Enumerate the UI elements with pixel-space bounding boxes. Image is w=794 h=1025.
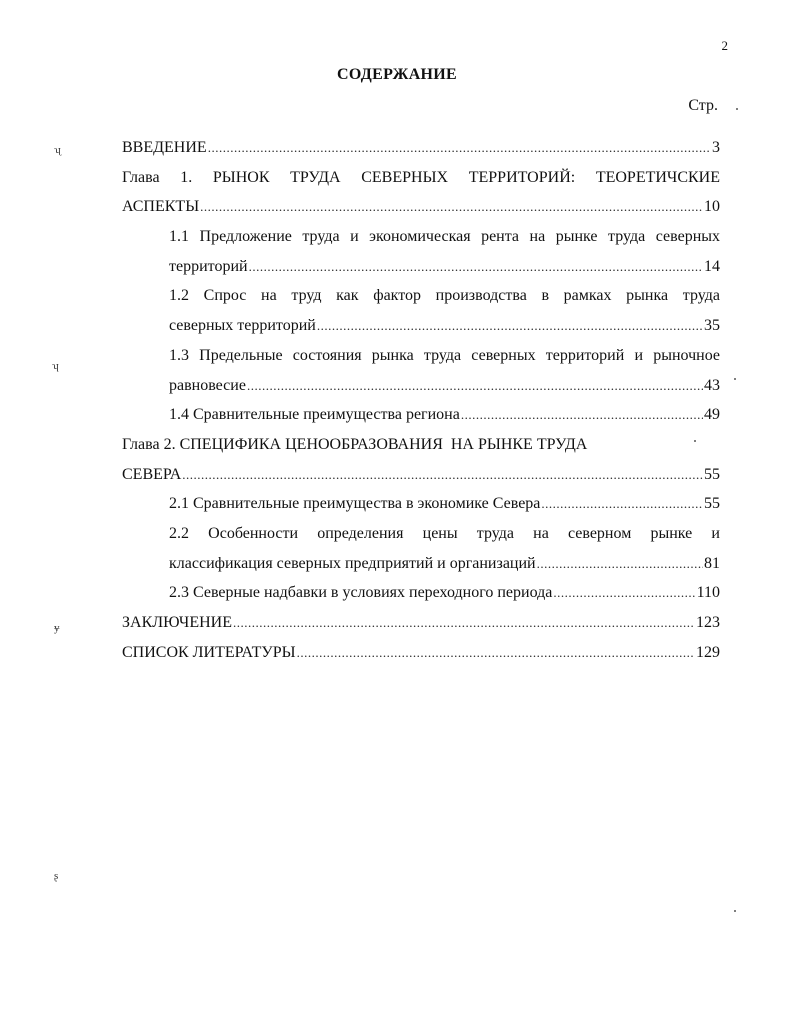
toc-entry-chapter-2[interactable] (122, 430, 720, 489)
toc-entry-introduction[interactable] (122, 133, 720, 163)
dot-leader (233, 608, 695, 638)
toc-entry-page: 35 (704, 317, 720, 335)
toc-entry-page: 55 (704, 495, 720, 513)
dot-leader (208, 133, 711, 163)
dot-leader (537, 549, 703, 579)
toc-entry-page: 123 (696, 614, 720, 631)
dot-leader (249, 252, 703, 282)
toc-entry-title: ВВЕДЕНИЕ (122, 139, 207, 156)
dot-leader (461, 400, 703, 430)
toc-entry-title: 1.1 Предложение труда и экономическая рента на рынке труда северных (169, 228, 720, 246)
scan-speck: ɏ (54, 622, 60, 634)
toc-entry-section-1-4[interactable] (169, 400, 720, 430)
dot-leader (553, 578, 695, 608)
toc-entry-page: 81 (704, 554, 720, 572)
toc-entry-title: 1.2 Спрос на труд как фактор производства в рамках рынка труда (169, 287, 720, 305)
toc-entry-title: 1.3 Предельные состояния рынка труда северных территорий и рыночное (169, 346, 720, 364)
dot-leader (317, 311, 703, 341)
toc-entry-section-1-2[interactable] (169, 281, 720, 340)
toc-entry-title: ЗАКЛЮЧЕНИЕ (122, 614, 232, 631)
toc-entry-section-2-2[interactable] (169, 519, 720, 578)
scan-dot (736, 108, 738, 110)
toc-entry-section-2-3[interactable] (169, 578, 720, 608)
toc-entry-title: Глава 2. СПЕЦИФИКА ЦЕНООБРАЗОВАНИЯ НА РЫНКЕ ТРУДА (122, 435, 588, 453)
dot-leader (297, 638, 695, 668)
dot-leader (182, 460, 703, 490)
toc-entry-page: 14 (704, 257, 720, 275)
scan-speck: ʂ (54, 870, 59, 882)
scan-dot (734, 378, 736, 380)
toc-entry-chapter-1[interactable] (122, 163, 720, 222)
toc-entry-title-continued: АСПЕКТЫ (122, 198, 200, 216)
toc-entry-section-2-1[interactable] (169, 489, 720, 519)
table-of-contents (122, 133, 720, 667)
toc-entry-bibliography[interactable] (122, 638, 720, 668)
dot-leader (541, 489, 703, 519)
toc-entry-title: 2.3 Северные надбавки в условиях переходного периода (169, 584, 553, 602)
toc-entry-title: СПИСОК ЛИТЕРАТУРЫ (122, 643, 296, 661)
toc-entry-title: 2.2 Особенности определения цены труда на северном рынке и (169, 524, 720, 542)
scan-dot (694, 440, 696, 442)
toc-entry-section-1-1[interactable] (169, 222, 720, 281)
toc-entry-title: Глава 1. РЫНОК ТРУДА СЕВЕРНЫХ ТЕРРИТОРИЙ: ТЕОРЕТИЧСКИЕ (122, 168, 720, 186)
toc-entry-page: 3 (712, 139, 720, 156)
page-number: 2 (721, 38, 728, 53)
scan-dot (734, 910, 736, 912)
toc-entry-page: 110 (696, 584, 720, 602)
toc-entry-title-continued: классификация северных предприятий и организаций (169, 554, 536, 572)
toc-entry-title-continued: северных территорий (169, 317, 316, 335)
scan-speck: ʯ (54, 144, 61, 156)
scan-speck: ʮ (52, 360, 59, 372)
page-column-header: Стр. (688, 97, 718, 114)
toc-entry-page: 129 (696, 643, 720, 661)
page-title: СОДЕРЖАНИЕ (336, 66, 458, 83)
dot-leader (247, 371, 703, 401)
toc-entry-title-line (122, 430, 720, 460)
toc-entry-title-continued: территорий (169, 257, 248, 275)
toc-entry-page: 10 (704, 198, 720, 216)
dot-leader (200, 192, 703, 222)
toc-entry-page: 55 (704, 465, 720, 483)
toc-entry-title: 1.4 Сравнительные преимущества региона (169, 406, 460, 424)
toc-entry-section-1-3[interactable] (169, 341, 720, 400)
toc-entry-title-continued: равновесие (169, 376, 246, 394)
toc-entry-title: 2.1 Сравнительные преимущества в экономике Севера (169, 495, 541, 513)
toc-entry-conclusion[interactable] (122, 608, 720, 638)
toc-entry-page: 49 (704, 406, 720, 424)
toc-entry-page: 43 (704, 376, 720, 394)
toc-entry-title-continued: СЕВЕРА (122, 465, 182, 483)
